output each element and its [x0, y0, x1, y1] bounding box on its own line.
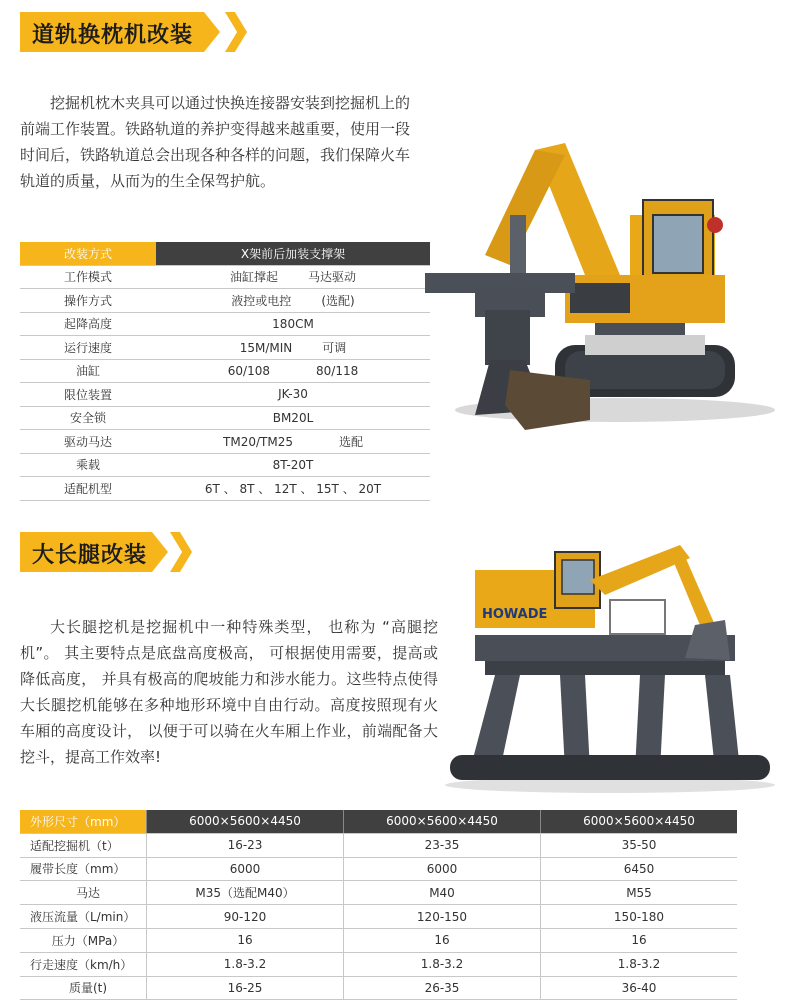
row-key: 质量(t)	[20, 976, 147, 1000]
header-value: X架前后加装支撑架	[156, 242, 430, 265]
row-value: 23-35	[344, 833, 541, 857]
machine-logo: HOWADE	[482, 607, 548, 622]
row-value: BM20L	[272, 410, 314, 425]
row-key: 乘载	[20, 453, 156, 477]
row-value: 26-35	[344, 976, 541, 1000]
table-row	[20, 359, 430, 383]
table-row	[20, 265, 430, 289]
row-value: 16	[147, 928, 344, 952]
section2-title: 大长腿改装	[32, 543, 148, 568]
table-row	[20, 453, 430, 477]
row-value: 120-150	[344, 905, 541, 929]
row-value-extra: 80/118	[316, 363, 359, 378]
table-row	[20, 976, 737, 1000]
header-model-1: 6000×5600×4450	[147, 810, 344, 833]
row-key: 适配挖掘机（t）	[20, 833, 147, 857]
row-value: 15M/MIN	[239, 340, 293, 355]
header-model-3: 6000×5600×4450	[541, 810, 738, 833]
row-value: 8T-20T	[272, 457, 314, 472]
row-value: 16	[541, 928, 738, 952]
row-key: 油缸	[20, 359, 156, 383]
table-row	[20, 857, 737, 881]
table-header-row	[20, 242, 430, 265]
table-row	[20, 430, 430, 454]
row-value: 180CM	[272, 316, 314, 331]
table-row	[20, 928, 737, 952]
row-key: 工作模式	[20, 265, 156, 289]
spec-table-2	[20, 810, 737, 1000]
section1-title: 道轨换枕机改装	[32, 23, 194, 48]
row-value: M40	[344, 881, 541, 905]
row-value-extra: 可调	[322, 340, 347, 355]
row-value: 油缸撑起	[229, 270, 278, 285]
table-row	[20, 477, 430, 501]
row-value: 35-50	[541, 833, 738, 857]
table-row	[20, 881, 737, 905]
table-row	[20, 383, 430, 407]
header-key: 改装方式	[20, 242, 156, 265]
chevron-right-icon	[170, 532, 192, 572]
table-row	[20, 289, 430, 313]
row-value: 150-180	[541, 905, 738, 929]
row-value: 1.8-3.2	[344, 952, 541, 976]
chevron-right-icon	[225, 12, 247, 52]
row-value: 6000	[344, 857, 541, 881]
row-value: M55	[541, 881, 738, 905]
table-row	[20, 406, 430, 430]
row-value: M35（选配M40）	[147, 881, 344, 905]
row-key: 履带长度（mm）	[20, 857, 147, 881]
row-value: 6450	[541, 857, 738, 881]
row-key: 适配机型	[20, 477, 156, 501]
row-value: 1.8-3.2	[541, 952, 738, 976]
table-header-row	[20, 810, 737, 833]
row-value: TM20/TM25	[223, 434, 293, 449]
row-value: 90-120	[147, 905, 344, 929]
row-value: JK-30	[278, 387, 308, 402]
row-value-extra: 马达驱动	[308, 270, 357, 285]
spec-table-1	[20, 242, 430, 501]
header-model-2: 6000×5600×4450	[344, 810, 541, 833]
section1-banner	[20, 12, 245, 52]
row-key: 安全锁	[20, 406, 156, 430]
row-key: 行走速度（km/h）	[20, 952, 147, 976]
table-row	[20, 833, 737, 857]
row-key: 压力（MPa）	[20, 928, 147, 952]
row-key: 限位装置	[20, 383, 156, 407]
row-value: 16	[344, 928, 541, 952]
row-value-extra: (选配)	[321, 293, 355, 308]
row-key: 马达	[20, 881, 147, 905]
table-row	[20, 312, 430, 336]
row-value: 16-25	[147, 976, 344, 1000]
section1-paragraph: 挖掘机枕木夹具可以通过快换连接器安装到挖掘机上的前端工作装置。铁路轨道的养护变得越来越重要，使用一段时间后，铁路轨道总会出现各种各样的问题，我们保障火车轨道的质量，从而为的生全保驾护航。	[20, 94, 411, 190]
section2-banner	[20, 532, 192, 572]
row-value: 36-40	[541, 976, 738, 1000]
table-row	[20, 336, 430, 360]
table-row	[20, 905, 737, 929]
row-value: 60/108	[227, 363, 270, 378]
row-key: 运行速度	[20, 336, 156, 360]
header-key: 外形尺寸（mm）	[20, 810, 147, 833]
row-value: 6000	[147, 857, 344, 881]
row-key: 液压流量（L/min）	[20, 905, 147, 929]
long-leg-excavator-image	[440, 540, 785, 795]
row-value: 16-23	[147, 833, 344, 857]
table-row	[20, 952, 737, 976]
sleeper-changer-excavator-image	[415, 125, 785, 430]
row-value: 1.8-3.2	[147, 952, 344, 976]
row-key: 操作方式	[20, 289, 156, 313]
row-key: 起降高度	[20, 312, 156, 336]
row-value-extra: 选配	[338, 434, 363, 449]
row-value: 6T 、 8T 、 12T 、 15T 、 20T	[204, 481, 382, 496]
section2-paragraph: 大长腿挖机是挖掘机中一种特殊类型， 也称为 “高腿挖机”。 其主要特点是底盘高度极高， 可根据使用需要，提高或降低高度， 并具有极高的爬坡能力和涉水能力。这些特点使得大长腿挖机能够在多种地形环境中自由行动。高度按照现有火车厢的高度设计， 以便于可以骑在火车厢上作业，前端配备大挖斗，提高工作效率!	[20, 618, 438, 766]
row-value: 液控或电控	[231, 293, 292, 308]
row-key: 驱动马达	[20, 430, 156, 454]
